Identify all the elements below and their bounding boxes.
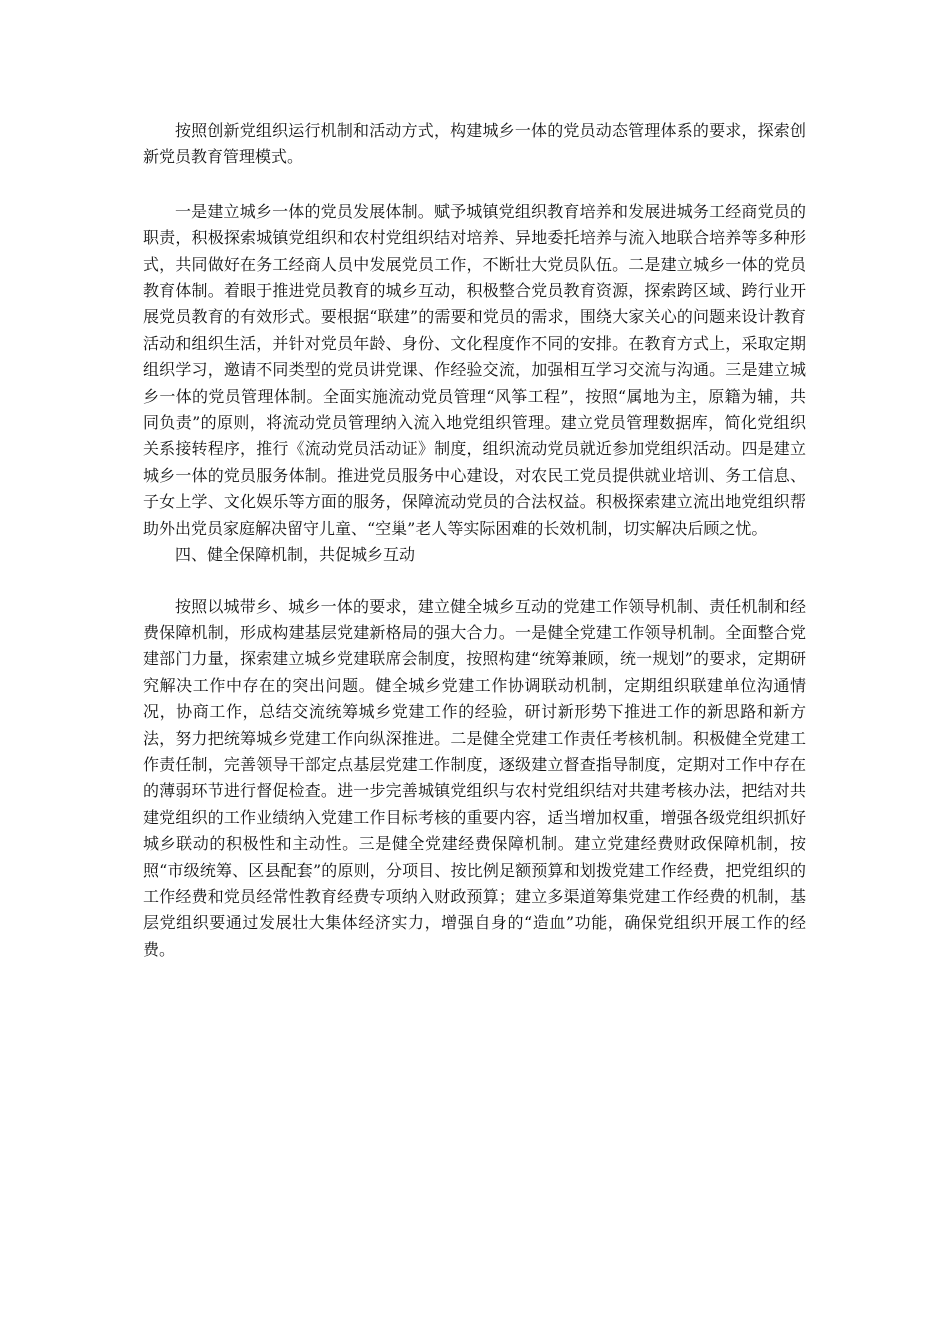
section-heading: 四、健全保障机制，共促城乡互动: [175, 545, 416, 565]
document-page: [143, 118, 806, 963]
intro-paragraph: 按照创新党组织运行机制和活动方式，构建城乡一体的党员动态管理体系的要求，探索创新党员教育管理模式。: [143, 121, 806, 167]
body-paragraph-guarantee: 按照以城带乡、城乡一体的要求，建立健全城乡互动的党建工作领导机制、责任机制和经费保障机制，形成构建基层党建新格局的强大合力。一是健全党建工作领导机制。全面整合党建部门力量，探索建立城乡党建联席会制度，按照构建“统筹兼顾，统一规划”的要求，定期研究解决工作中存在的突出问题。健全城乡党建工作协调联动机制，定期组织联建单位沟通情况，协商工作，总结交流统筹城乡党建工作的经验，研讨新形势下推进工作的新思路和新方法，努力把统筹城乡党建工作向纵深推进。二是健全党建工作责任考核机制。积极健全党建工作责任制，完善领导干部定点基层党建工作制度，逐级建立督查指导制度，定期对工作中存在的薄弱环节进行督促检查。进一步完善城镇党组织与农村党组织结对共建考核办法，把结对共建党组织的工作业绩纳入党建工作目标考核的重要内容，适当增加权重，增强各级党组织抓好城乡联动的积极性和主动性。三是健全党建经费保障机制。建立党建经费财政保障机制，按照“市级统筹、区县配套”的原则，分项目、按比例足额预算和划拨党建工作经费，把党组织的工作经费和党员经常性教育经费专项纳入财政预算；建立多渠道筹集党建工作经费的机制，基层党组织要通过发展壮大集体经济实力，增强自身的“造血”功能，确保党组织开展工作的经费。: [143, 596, 806, 959]
body-paragraph-systems: 一是建立城乡一体的党员发展体制。赋予城镇党组织教育培养和发展进城务工经商党员的职责，积极探索城镇党组织和农村党组织结对培养、异地委托培养与流入地联合培养等多种形式，共同做好在务工经商人员中发展党员工作，不断壮大党员队伍。二是建立城乡一体的党员教育体制。着眼于推进党员教育的城乡互动，积极整合党员教育资源，探索跨区域、跨行业开展党员教育的有效形式。要根据“联建”的需要和党员的需求，围绕大家关心的问题来设计教育活动和组织生活，并针对党员年龄、身份、文化程度作不同的安排。在教育方式上，采取定期组织学习，邀请不同类型的党员讲党课、作经验交流，加强相互学习交流与沟通。三是建立城乡一体的党员管理体制。全面实施流动党员管理“风筝工程”，按照“属地为主，原籍为辅，共同负责”的原则，将流动党员管理纳入流入地党组织管理。建立党员管理数据库，简化党组织关系接转程序，推行《流动党员活动证》制度，组织流动党员就近参加党组织活动。四是建立城乡一体的党员服务体制。推进党员服务中心建设，对农民工党员提供就业培训、务工信息、子女上学、文化娱乐等方面的服务，保障流动党员的合法权益。积极探索建立流出地党组织帮助外出党员家庭解决留守儿童、“空巢”老人等实际困难的长效机制，切实解决后顾之忧。: [143, 201, 806, 538]
